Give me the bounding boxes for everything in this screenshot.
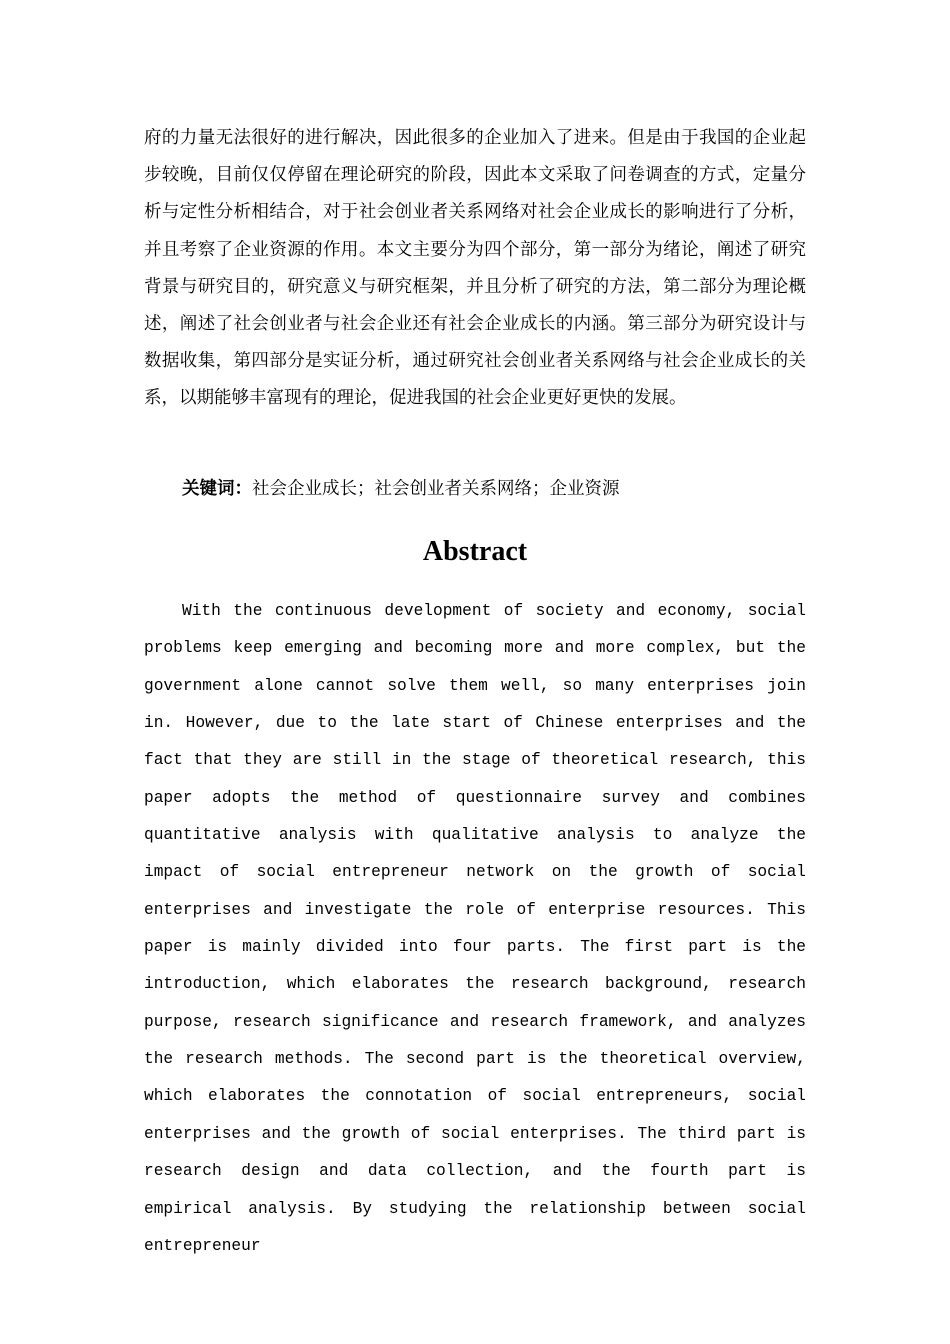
english-abstract-paragraph: With the continuous development of society and economy, social problems keep emerging and becoming more and more complex, but the government alone cannot solve them well, so many enterprises join in. However, due to the late start of Chinese enterprises and the fact that they are still in the stage of theoretical research, this paper adopts the method of questionnaire survey and combines quantitative analysis with qualitative analysis to analyze the impact of social entrepreneur network on the growth of social enterprises and investigate the role of enterprise resources. This paper is mainly divided into four parts. The first part is the introduction, which elaborates the research background, research purpose, research significance and research framework, and analyzes the research methods. The second part is the theoretical overview, which elaborates the connotation of social entrepreneurs, social enterprises and the growth of social enterprises. The third part is research design and data collection, and the fourth part is empirical analysis. By studying the relationship between social entrepreneur bbox=[144, 602, 806, 1255]
keywords-label: 关键词： bbox=[182, 479, 252, 499]
chinese-keywords bbox=[182, 473, 812, 505]
chinese-abstract-paragraph: 府的力量无法很好的进行解决，因此很多的企业加入了进来。但是由于我国的企业起步较晚，目前仅仅停留在理论研究的阶段，因此本文采取了问卷调查的方式，定量分析与定性分析相结合，对于社会创业者关系网络对社会企业成长的影响进行了分析，并且考察了企业资源的作用。本文主要分为四个部分，第一部分为绪论，阐述了研究背景与研究目的，研究意义与研究框架，并且分析了研究的方法，第二部分为理论概述，阐述了社会创业者与社会企业还有社会企业成长的内涵。第三部分为研究设计与数据收集，第四部分是实证分析，通过研究社会创业者关系网络与社会企业成长的关系，以期能够丰富现有的理论，促进我国的社会企业更好更快的发展。 bbox=[144, 128, 806, 409]
keywords-text: 社会企业成长；社会创业者关系网络；企业资源 bbox=[252, 479, 620, 499]
abstract-heading: Abstract bbox=[422, 536, 528, 567]
